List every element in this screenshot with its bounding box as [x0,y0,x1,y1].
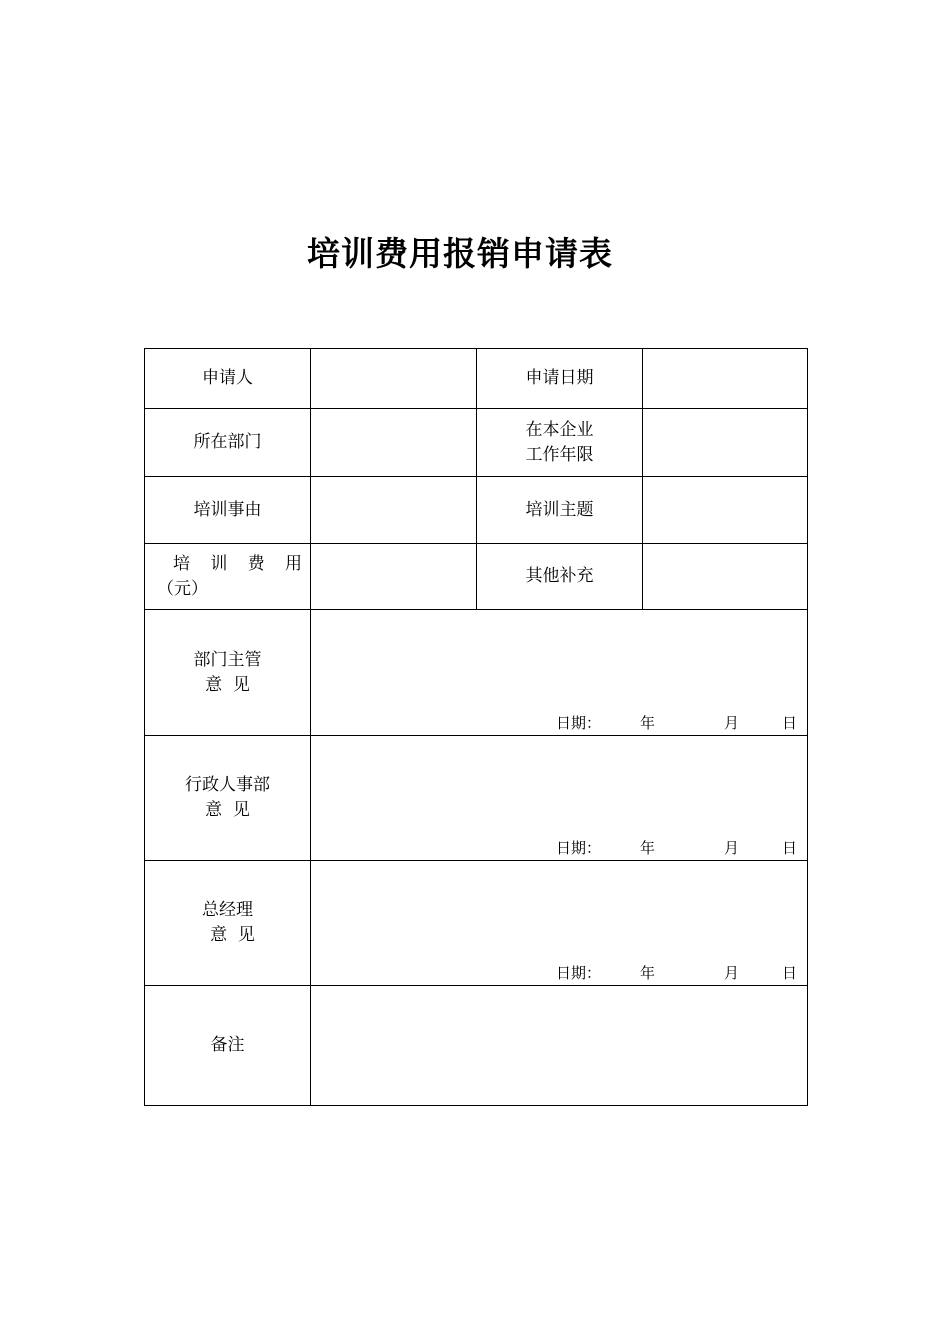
gm-title: 总经理 [202,900,253,920]
tenure-label-line2: 工作年限 [525,444,594,465]
other-notes-value-cell[interactable] [643,544,808,610]
row-gm-opinion [145,861,808,986]
date-label: 日期： [556,714,602,732]
day-label: 日 [782,964,798,982]
applicant-label: 申请人 [145,349,311,409]
row-training-cost [145,544,808,610]
hr-opinion-cell[interactable] [311,736,808,861]
dept-manager-title: 部门主管 [193,649,262,670]
remarks-value-cell[interactable] [311,986,808,1106]
tenure-label-line1: 在本企业 [525,419,594,440]
dept-manager-subtitle: 意 见 [205,674,250,695]
month-label: 月 [724,839,740,857]
tenure-label [477,409,643,477]
gm-date-line [310,961,807,983]
year-label: 年 [640,839,656,857]
date-label: 日期： [556,964,602,982]
date-label: 日期： [556,839,602,857]
remarks-label: 备注 [145,986,311,1106]
department-value-cell[interactable] [311,409,477,477]
training-topic-value-cell[interactable] [643,477,808,544]
applicant-value-cell[interactable] [311,349,477,409]
month-label: 月 [724,714,740,732]
gm-subtitle: 意 见 [210,925,255,945]
row-applicant [145,349,808,409]
dept-manager-opinion-cell[interactable] [311,610,808,736]
year-label: 年 [640,964,656,982]
row-training-reason [145,477,808,544]
row-remarks [145,986,808,1106]
dept-manager-date-line [310,711,807,733]
training-reason-value-cell[interactable] [311,477,477,544]
reimbursement-form-table [144,348,808,1106]
year-label: 年 [640,714,656,732]
training-cost-label-line2: （元） [157,578,208,599]
month-label: 月 [724,964,740,982]
form-title: 培训费用报销申请表 [307,234,613,273]
hr-title: 行政人事部 [185,775,270,795]
day-label: 日 [782,714,798,732]
hr-subtitle: 意 见 [205,800,250,820]
apply-date-label: 申请日期 [477,349,643,409]
apply-date-value-cell[interactable] [643,349,808,409]
gm-opinion-label [145,861,311,986]
row-department [145,409,808,477]
other-notes-label: 其他补充 [477,544,643,610]
training-topic-label: 培训主题 [477,477,643,544]
hr-opinion-label [145,736,311,861]
tenure-value-cell[interactable] [643,409,808,477]
department-label: 所在部门 [145,409,311,477]
training-reason-label: 培训事由 [145,477,311,544]
row-dept-manager-opinion [145,610,808,736]
training-cost-value-cell[interactable] [311,544,477,610]
dept-manager-opinion-label [145,610,311,736]
row-hr-opinion [145,736,808,861]
training-cost-label-line1: 培 训 费 用 [173,553,302,574]
hr-date-line [310,836,807,858]
training-cost-label [145,544,311,610]
gm-opinion-cell[interactable] [311,861,808,986]
day-label: 日 [782,839,798,857]
